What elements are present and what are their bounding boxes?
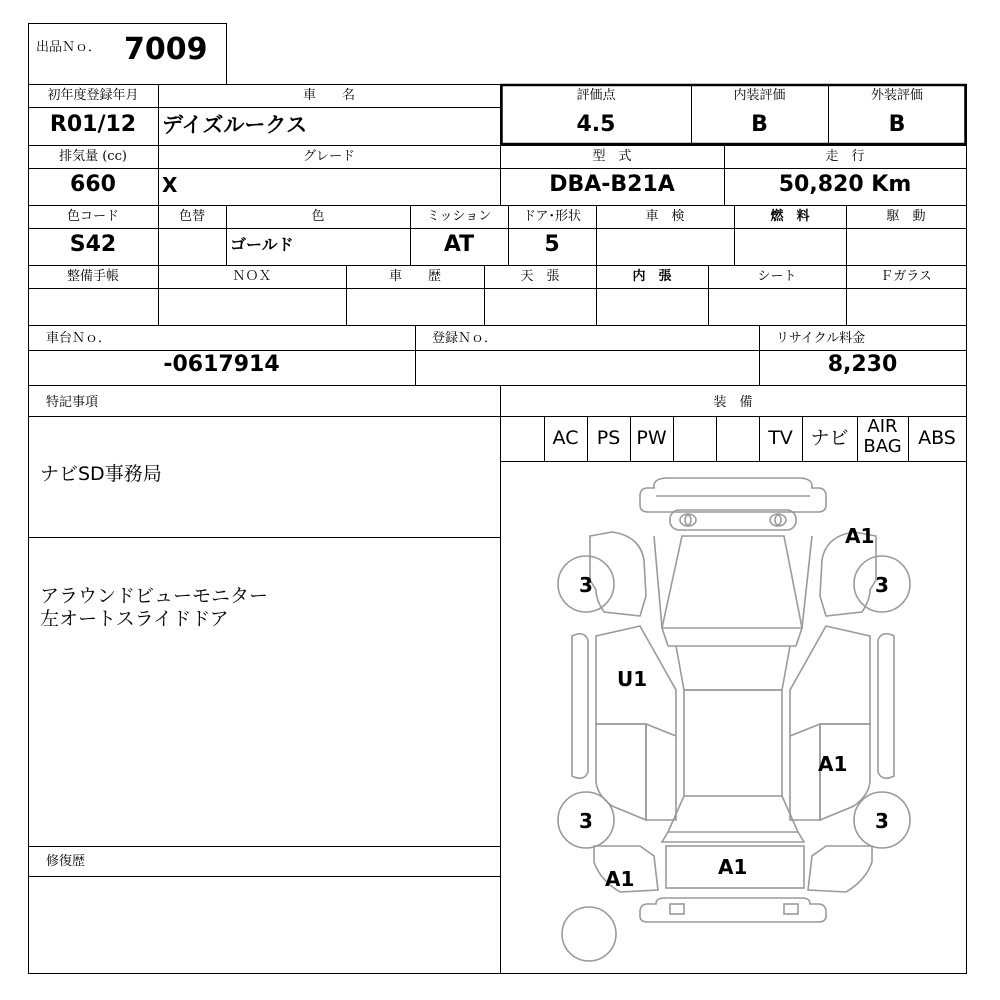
drive-label: 駆 動 [886,209,926,224]
f-glass-label: Ｆガラス [880,269,932,284]
mark-wheel-rr: 3 [875,809,889,833]
mark-wheel-rl: 3 [579,809,593,833]
remarks-line-3: 左オートスライドドア [40,608,229,630]
color-label: 色 [311,209,325,224]
doors-value: 5 [544,232,560,257]
mark-rear-center: A1 [718,855,748,879]
score-value: 4.5 [576,112,616,137]
chassis-label: 車台Ｎｏ． [46,331,112,346]
chassis-value: -0617914 [163,352,280,377]
first-reg-label: 初年度登録年月 [47,88,139,103]
fuel-label: 燃 料 [770,209,810,224]
reg-no-label: 登録Ｎｏ． [432,331,498,346]
car-name-value: デイズルークス [162,113,308,137]
grade-value: X [162,173,178,197]
equipment-row [500,416,966,461]
mark-wheel-fr: 3 [875,573,889,597]
first-reg-value: R01/12 [49,112,137,137]
transmission-value: AT [443,232,475,257]
repair-history-label: 修復歴 [46,854,86,869]
ceiling-label: 天 張 [520,269,560,284]
lot-label: 出品Ｎｏ． [36,40,102,55]
grade-label: グレード [302,149,355,164]
equipment-item-ps: PS [596,427,621,449]
remarks-line-1: ナビSD事務局 [40,463,162,485]
model-value: DBA-B21A [549,172,675,197]
equipment-item-airbag: AIR BAG [863,416,902,457]
mark-right-rear-door: A1 [818,752,848,776]
equipment-item-pw: PW [636,427,667,449]
mileage-label: 走 行 [825,149,865,164]
recycle-label: リサイクル料金 [776,331,866,346]
equipment-item-abs: ABS [918,427,956,449]
exterior-value: B [888,112,906,137]
equipment-item-navi: ナビ [810,427,849,449]
model-label: 型 式 [592,149,632,164]
equipment-label: 装 備 [713,395,753,410]
remarks-label: 特記事項 [46,395,99,410]
interior-label: 内装評価 [733,88,786,103]
inspection-label: 車 検 [645,209,685,224]
mark-rear-left: A1 [605,867,635,891]
recycle-value: 8,230 [827,352,898,377]
remarks-line-2: アラウンドビューモニター [40,585,269,607]
interior-lining-label: 内 張 [632,269,672,284]
color-value: ゴールド [230,235,294,254]
lot-number: 7009 [124,32,208,67]
interior-value: B [751,112,768,137]
color-code-label: 色コード [66,209,119,224]
nox-label: ＮＯＸ [232,269,272,284]
equipment-item-tv: TV [768,427,793,449]
transmission-label: ミッション [426,209,492,224]
equipment-item-ac: AC [552,427,579,449]
displacement-value: 660 [70,172,116,197]
seat-label: シート [757,269,797,284]
mark-left-front-door: U1 [617,667,648,691]
displacement-label: 排気量 (cc) [59,149,127,164]
exterior-label: 外装評価 [870,88,923,103]
car-name-label: 車 名 [302,88,355,103]
color-code-value: S42 [69,232,117,257]
color-change-label: 色替 [178,209,205,224]
mark-front-right: A1 [845,524,875,548]
history-label: 車 歴 [388,269,441,284]
mark-wheel-fl: 3 [579,573,593,597]
score-label: 評価点 [576,88,616,103]
doors-label: ドア･形状 [522,209,582,224]
maintenance-label: 整備手帳 [66,269,119,284]
mileage-value: 50,820 Km [778,172,912,197]
